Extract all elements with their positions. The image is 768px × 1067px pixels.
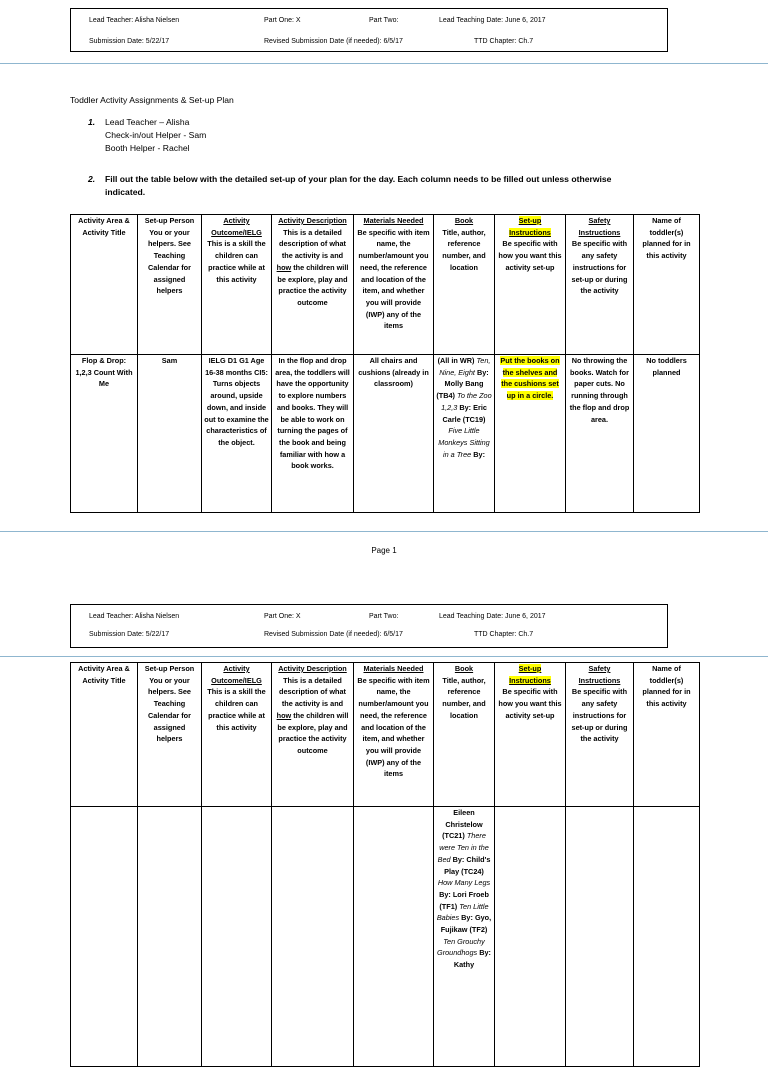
header-row (71, 215, 700, 355)
cell-materials: All chairs and cushions (already in classroom) (354, 355, 434, 513)
col-header-materials-needed: Materials Needed Be specific with item name, the number/amount you need, the reference and location of the item, and whether you will provide (IWP) any of the items (354, 215, 434, 355)
book-title: Ten Little Babies (436, 901, 489, 923)
col-header-activity-description: Activity Description This is a detailed description of what the activity is and how the children will be explore, play and practice the activity outcome (272, 663, 354, 807)
instruction-line-2: indicated. (105, 187, 146, 197)
book-title: Ten, Nine, Eight (439, 356, 491, 377)
page1-header-box (70, 8, 668, 52)
cell-setup-person: Sam (138, 355, 202, 513)
cell-activity-outcome: IELG D1 G1 Age 16-38 months CI5: Turns objects around, upside down, and inside out to examine the characteristics of the object. (202, 355, 272, 513)
submission-date: Submission Date: 5/22/17 (89, 38, 170, 45)
col-header-activity-description: Activity Description This is a detailed description of what the activity is and how the children will be explore, play and practice the activity outcome (272, 215, 354, 355)
cell-safety-instructions (566, 807, 634, 1067)
part-two: Part Two: (369, 17, 399, 24)
ttd-chapter: TTD Chapter: Ch.7 (474, 38, 534, 45)
lead-teacher-line: Lead Teacher – Alisha (105, 117, 190, 127)
cell-toddlers (634, 807, 700, 1067)
col-header-safety-instructions: Safety Instructions Be specific with any safety instructions for set-up or during the activity (566, 215, 634, 355)
book-detail: By: Kathy (453, 948, 491, 970)
checkin-helper-line: Check-in/out Helper - Sam (105, 130, 207, 140)
plan-table-page1 (70, 214, 700, 513)
instruction-line-1: Fill out the table below with the detailed set-up of your plan for the day. Each column needs to be filled out unless otherwise (105, 174, 612, 184)
cell-toddlers: No toddlers planned (634, 355, 700, 513)
cell-setup-person (138, 807, 202, 1067)
page-separator (0, 63, 768, 64)
book-title: Five Little Monkeys Sitting in a Tree (438, 426, 490, 459)
booth-helper-line: Booth Helper - Rachel (105, 143, 190, 153)
page-separator (0, 531, 768, 532)
page-number: Page 1 (371, 546, 397, 555)
book-title: There were Ten in the Bed (437, 831, 489, 864)
col-header-toddler-names: Name of toddler(s) planned for in this activity (634, 215, 700, 355)
header-row (71, 663, 700, 807)
col-header-activity-area: Activity Area & Activity Title (71, 215, 138, 355)
col-header-activity-area: Activity Area & Activity Title (71, 663, 138, 807)
col-header-materials-needed: Materials Needed Be specific with item name, the number/amount you need, the reference and location of the item, and whether you will provide (IWP) any of the items (354, 663, 434, 807)
page-separator (0, 656, 768, 657)
book-detail: By: Gyo, Fujikaw (TF2) (440, 913, 492, 935)
lead-teacher: Lead Teacher: Alisha Nielsen (89, 613, 180, 620)
cell-setup-instructions (495, 807, 566, 1067)
col-header-setup-instructions: Set-up Instructions Be specific with how you want this activity set-up (495, 663, 566, 807)
document-title: Toddler Activity Assignments & Set-up Plan (70, 95, 234, 105)
part-two: Part Two: (369, 613, 399, 620)
book-detail: (All in WR) (437, 356, 475, 365)
col-header-book: Book Title, author, reference number, and location (434, 663, 495, 807)
list-number-1: 1. (88, 117, 96, 127)
book-detail: By: (473, 449, 486, 459)
book-detail: By: Molly Bang (TB4) (436, 367, 489, 401)
cell-setup-instructions: Put the books on the shelves and the cushions set up in a circle. (495, 355, 566, 513)
col-header-setup-person: Set-up Person You or your helpers. See Teaching Calendar for assigned helpers (138, 215, 202, 355)
cell-activity-description (272, 807, 354, 1067)
book-detail: By: Child's Play (TC24) (444, 854, 491, 876)
col-header-setup-instructions: Set-up Instructions Be specific with how you want this activity set-up (495, 215, 566, 355)
book-title: To the Zoo 1,2,3 (441, 391, 492, 412)
col-header-activity-outcome: Activity Outcome/IELG This is a skill the children can practice while at this activity (202, 215, 272, 355)
cell-activity-description: In the flop and drop area, the toddlers will have the opportunity to explore numbers and books. They will be able to work on turning the pages of the book and being familiar with how a book works. (272, 355, 354, 513)
lead-teacher: Lead Teacher: Alisha Nielsen (89, 17, 180, 24)
col-header-safety-instructions: Safety Instructions Be specific with any safety instructions for set-up or during the activity (566, 663, 634, 807)
cell-safety-instructions: No throwing the books. Watch for paper cuts. No running through the flop and drop area. (566, 355, 634, 513)
cell-activity-area (71, 807, 138, 1067)
submission-date: Submission Date: 5/22/17 (89, 631, 170, 638)
cell-materials (354, 807, 434, 1067)
lead-teaching-date: Lead Teaching Date: June 6, 2017 (439, 17, 546, 24)
book-detail: By: Eric Carle (TC19) (442, 402, 487, 424)
cell-book-list (434, 355, 495, 513)
page2-header-box (70, 604, 668, 648)
cell-book-list (434, 807, 495, 1067)
part-one: Part One: X (264, 613, 301, 620)
list-number-2: 2. (88, 174, 96, 184)
part-one: Part One: X (264, 17, 301, 24)
col-header-setup-person: Set-up Person You or your helpers. See Teaching Calendar for assigned helpers (138, 663, 202, 807)
revised-submission-date: Revised Submission Date (if needed): 6/5/17 (264, 38, 403, 45)
col-header-book: Book Title, author, reference number, and location (434, 215, 495, 355)
book-detail: By: Lori Froeb (TF1) (439, 889, 489, 911)
book-title: Ten Grouchy Groundhogs (437, 936, 485, 958)
activity-row-continued (71, 807, 700, 1067)
plan-table-page2 (70, 662, 700, 1067)
cell-activity-area: Flop & Drop: 1,2,3 Count With Me (71, 355, 138, 513)
book-detail: Eileen Christelow (TC21) (442, 808, 483, 841)
col-header-toddler-names: Name of toddler(s) planned for in this activity (634, 663, 700, 807)
lead-teaching-date: Lead Teaching Date: June 6, 2017 (439, 613, 546, 620)
activity-row (71, 355, 700, 513)
revised-submission-date: Revised Submission Date (if needed): 6/5/17 (264, 631, 403, 638)
cell-activity-outcome (202, 807, 272, 1067)
col-header-activity-outcome: Activity Outcome/IELG This is a skill the children can practice while at this activity (202, 663, 272, 807)
book-title: How Many Legs (437, 878, 491, 888)
ttd-chapter: TTD Chapter: Ch.7 (474, 631, 534, 638)
